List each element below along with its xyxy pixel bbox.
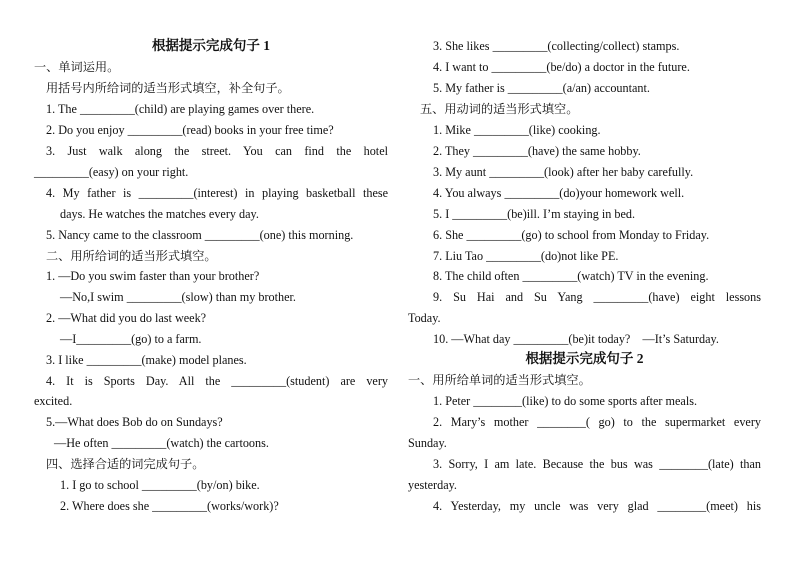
exercise-line: 2. Mary’s mother ________( go) to the supermarket every <box>433 415 761 429</box>
exercise-line-cont: —He often _________(watch) the cartoons. <box>54 436 269 450</box>
instruction: 用括号内所给词的适当形式填空，补全句子。 <box>46 81 290 95</box>
exercise-line: 4. I want to _________(be/do) a doctor in the future. <box>433 60 690 74</box>
exercise-line-cont: excited. <box>34 394 73 408</box>
exercise-line: 2. —What did you do last week? <box>46 311 207 325</box>
exercise-line: 4. My father is _________(interest) in playing basketball these <box>46 186 388 200</box>
exercise-line: 4. It is Sports Day. All the _________(student) are very <box>46 374 388 388</box>
exercise-line: 10. —What day _________(be)it today? —It’s Saturday. <box>433 332 719 346</box>
exercise-line: 8. The child often _________(watch) TV in the evening. <box>433 269 709 283</box>
exercise-line-cont: yesterday. <box>408 478 457 492</box>
exercise-line: 1. Peter ________(like) to do some sports after meals. <box>433 394 698 408</box>
exercise-line: 5.—What does Bob do on Sundays? <box>46 415 223 429</box>
exercise-line: 2. They _________(have) the same hobby. <box>433 144 641 158</box>
exercise-line: 6. She _________(go) to school from Monday to Friday. <box>433 228 710 242</box>
exercise-line: 3. Just walk along the street. You can find the hotel <box>46 144 388 158</box>
exercise-line-cont: Today. <box>408 311 441 325</box>
exercise-line: 1. I go to school _________(by/on) bike. <box>60 478 260 492</box>
exercise-line: 1. The _________(child) are playing games over there. <box>46 102 315 116</box>
section-heading: 四、选择合适的词完成句子。 <box>46 457 205 471</box>
exercise-line: 5. Nancy came to the classroom _________(one) this morning. <box>46 228 354 242</box>
section-heading: 一、用所给单词的适当形式填空。 <box>408 373 591 387</box>
exercise-line-cont: Sunday. <box>408 436 447 450</box>
exercise-line: 5. I _________(be)ill. I’m staying in bed. <box>433 207 636 221</box>
section-heading: 二、用所给词的适当形式填空。 <box>46 249 217 263</box>
exercise-line: 2. Do you enjoy _________(read) books in your free time? <box>46 123 334 137</box>
exercise-line: 1. Mike _________(like) cooking. <box>433 123 601 137</box>
exercise-line: 1. —Do you swim faster than your brother? <box>46 269 260 283</box>
exercise-line-cont: days. He watches the matches every day. <box>60 207 259 221</box>
exercise-line: 5. My father is _________(a/an) accountant. <box>433 81 650 95</box>
exercise-line: 3. Sorry, I am late. Because the bus was ________(late) than <box>433 457 761 471</box>
exercise-line: 2. Where does she _________(works/work)? <box>60 499 279 513</box>
exercise-line: 3. I like _________(make) model planes. <box>46 353 247 367</box>
exercise-line: 3. She likes _________(collecting/collect) stamps. <box>433 39 680 53</box>
section-title: 根据提示完成句子 2 <box>525 351 644 366</box>
exercise-line: 7. Liu Tao _________(do)not like PE. <box>433 249 619 263</box>
exercise-line: 4. You always _________(do)your homework well. <box>433 186 685 200</box>
page-title: 根据提示完成句子 1 <box>151 38 271 53</box>
exercise-line: 3. My aunt _________(look) after her baby carefully. <box>433 165 694 179</box>
exercise-line-cont: —I_________(go) to a farm. <box>60 332 202 346</box>
section-heading: 一、单词运用。 <box>34 60 120 74</box>
exercise-line-cont: —No,I swim _________(slow) than my brother. <box>60 290 296 304</box>
exercise-line-cont: _________(easy) on your right. <box>34 165 189 179</box>
section-heading: 五、用动词的适当形式填空。 <box>420 102 579 116</box>
exercise-line: 9. Su Hai and Su Yang _________(have) eight lessons <box>433 290 761 304</box>
exercise-line: 4. Yesterday, my uncle was very glad ________(meet) his <box>433 499 761 513</box>
